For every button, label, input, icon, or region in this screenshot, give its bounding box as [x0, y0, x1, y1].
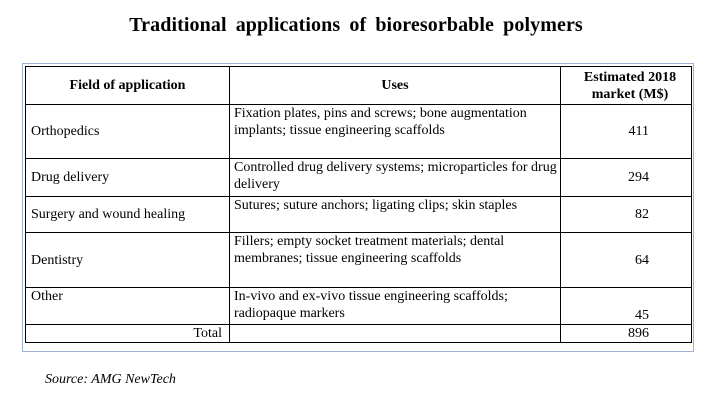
source-note: Source: AMG NewTech [45, 372, 176, 387]
table-row [26, 197, 692, 233]
header-uses: Uses [230, 67, 561, 105]
total-label: Total [26, 325, 230, 343]
row-field: Surgery and wound healing [26, 197, 230, 233]
row-uses: Fillers; empty socket treatment materials; dental membranes; tissue engineering scaffolds [230, 233, 561, 288]
row-market: 411 [561, 105, 692, 159]
row-market: 45 [561, 288, 692, 325]
table-row [26, 288, 692, 325]
total-uses-empty [230, 325, 561, 343]
table-header-row [26, 67, 692, 105]
row-market: 294 [561, 159, 692, 197]
row-field: Other [26, 288, 230, 325]
page-title: Traditional applications of bioresorbable polymers [129, 14, 583, 36]
table-row [26, 233, 692, 288]
table-row [26, 105, 692, 159]
row-field: Orthopedics [26, 105, 230, 159]
row-uses: Fixation plates, pins and screws; bone augmentation implants; tissue engineering scaffolds [230, 105, 561, 159]
row-market: 64 [561, 233, 692, 288]
header-market: Estimated 2018 market (M$) [561, 67, 692, 105]
row-uses: Sutures; suture anchors; ligating clips; skin staples [230, 197, 561, 233]
header-field: Field of application [26, 67, 230, 105]
row-uses: Controlled drug delivery systems; microparticles for drug delivery [230, 159, 561, 197]
table-row [26, 159, 692, 197]
applications-table [25, 66, 692, 343]
row-field: Dentistry [26, 233, 230, 288]
row-uses: In-vivo and ex-vivo tissue engineering scaffolds; radiopaque markers [230, 288, 561, 325]
total-row [26, 325, 692, 343]
row-field: Drug delivery [26, 159, 230, 197]
row-market: 82 [561, 197, 692, 233]
total-value: 896 [561, 325, 692, 343]
